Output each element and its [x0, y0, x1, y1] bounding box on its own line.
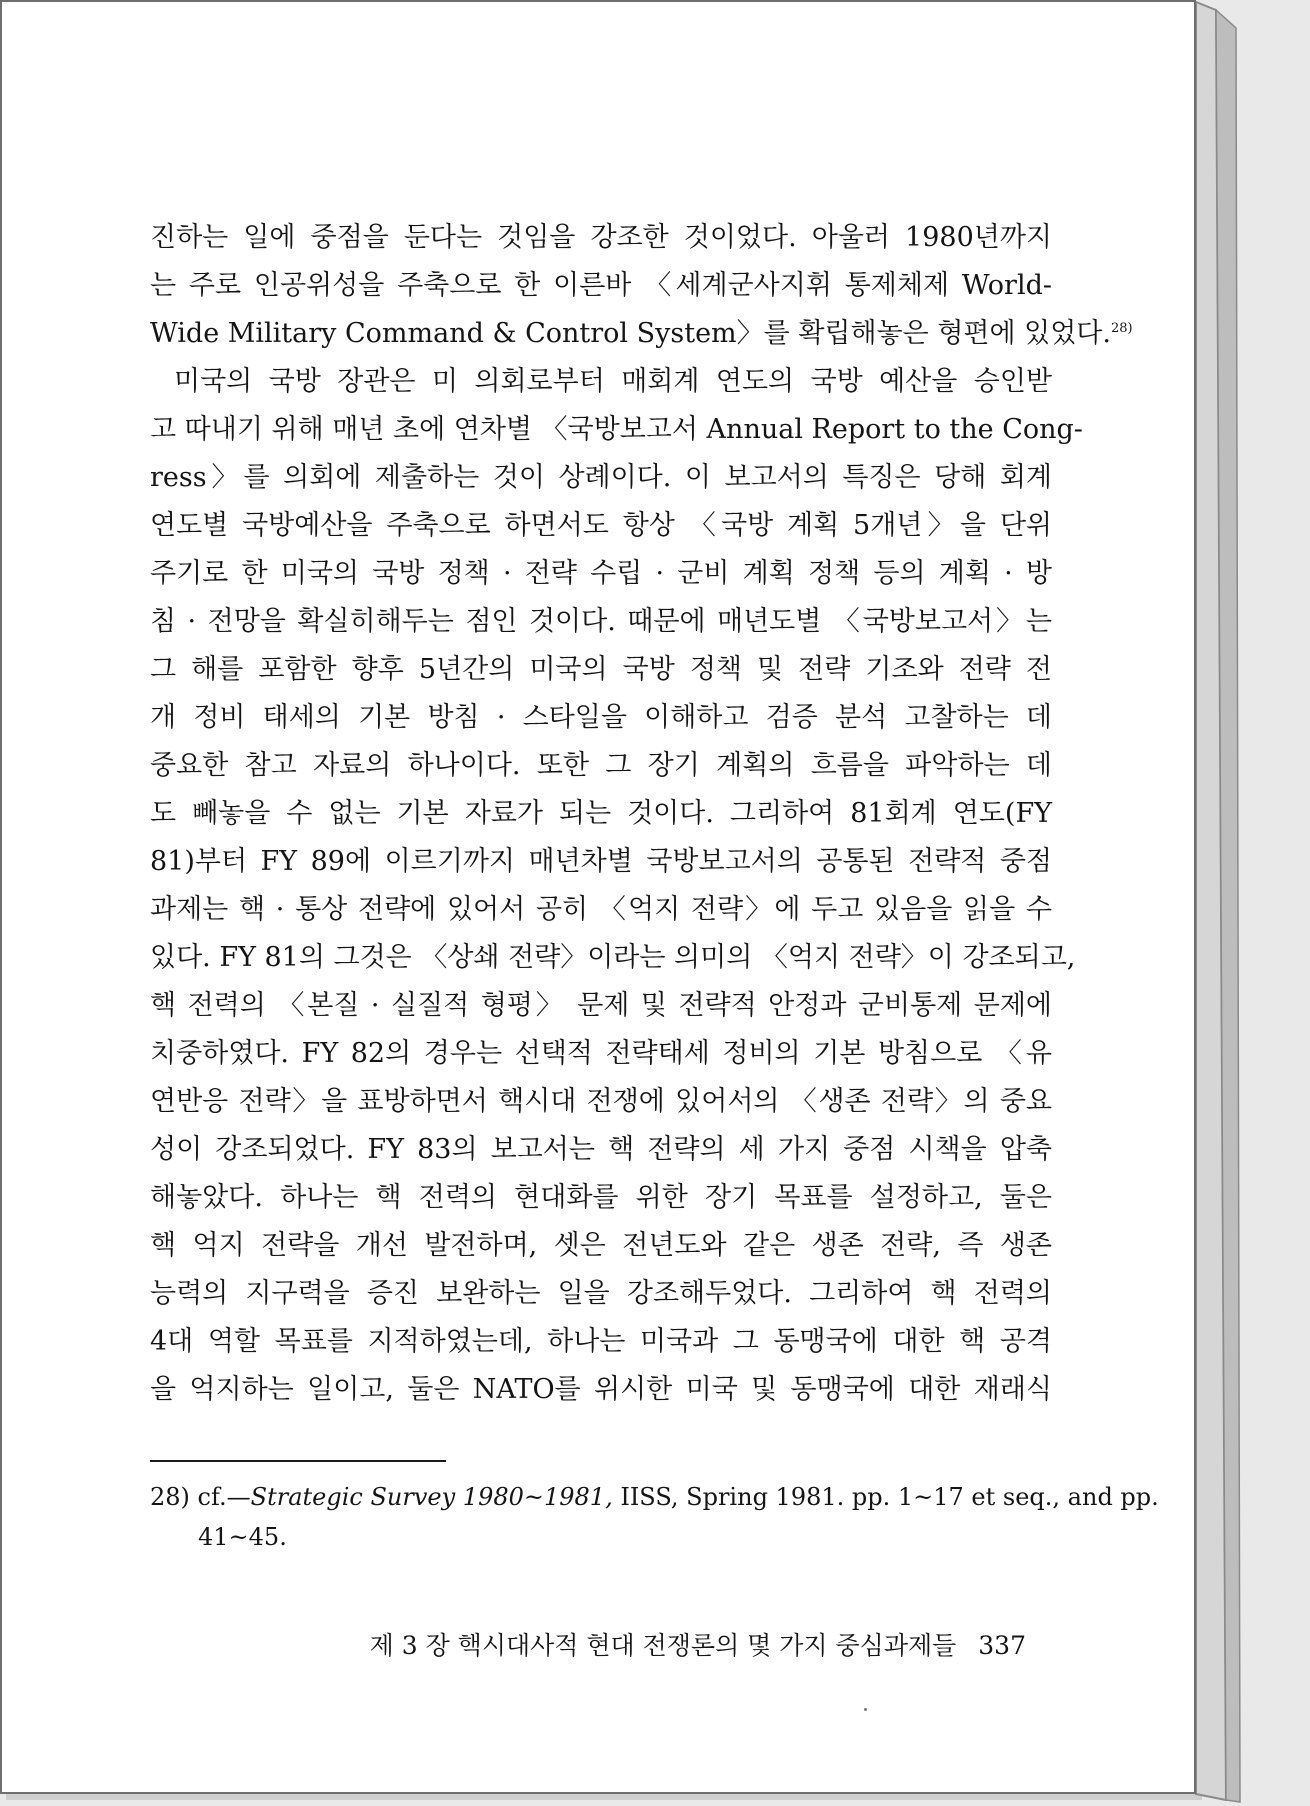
running-footer [362, 1626, 1026, 1666]
scan-speck [864, 1708, 867, 1711]
text-line: 핵 억지 전략을 개선 발전하며, 셋은 전년도와 같은 생존 전략, 즉 생존 [150, 1230, 1052, 1261]
text-line: 연도별 국방예산을 주축으로 하면서도 항상 〈국방 계획 5개년〉을 단위 [150, 510, 1052, 541]
chapter-title: 제 3 장 핵시대사적 현대 전쟁론의 몇 가지 중심과제들 [369, 1631, 957, 1660]
page-number: 337 [978, 1631, 1026, 1660]
text-line: 을 억지하는 일이고, 둘은 NATO를 위시한 미국 및 동맹국에 대한 재래식 [150, 1374, 1052, 1405]
body-text [150, 214, 1133, 1414]
text-line: 과제는 핵 · 통상 전략에 있어서 공히 〈억지 전략〉에 두고 있음을 읽을 수 [150, 894, 1052, 925]
text-line-content: Wide Military Command & Control System〉를 확립해놓은 형편에 있었다. [150, 318, 1111, 349]
text-line: 능력의 지구력을 증진 보완하는 일을 강조해두었다. 그리하여 핵 전력의 [150, 1278, 1052, 1309]
footnote-number: 28) [150, 1483, 190, 1511]
text-line: 개 정비 태세의 기본 방침 · 스타일을 이해하고 검증 분석 고찰하는 데 [150, 702, 1053, 733]
footnote-divider [150, 1460, 446, 1462]
text-line: 는 주로 인공위성을 주축으로 한 이른바 〈세계군사지휘 통제체제 World- [150, 270, 1052, 301]
text-line: 연반응 전략〉을 표방하면서 핵시대 전쟁에 있어서의 〈생존 전략〉의 중요 [150, 1086, 1052, 1117]
text-line: 도 빼놓을 수 없는 기본 자료가 되는 것이다. 그리하여 81회계 연도(FY [150, 798, 1052, 829]
text-line: 침 · 전망을 확실히해두는 점인 것이다. 때문에 매년도별 〈국방보고서〉는 [150, 606, 1052, 637]
text-line: 미국의 국방 장관은 미 의회로부터 매회계 연도의 국방 예산을 승인받 [174, 366, 1052, 397]
text-line: 해놓았다. 하나는 핵 전력의 현대화를 위한 장기 목표를 설정하고, 둘은 [150, 1182, 1052, 1213]
footnote-source-title: Strategic Survey 1980~1981, [250, 1483, 613, 1511]
text-line: 성이 강조되었다. FY 83의 보고서는 핵 전략의 세 가지 중점 시책을 압축 [150, 1134, 1052, 1165]
text-line: 중요한 참고 자료의 하나이다. 또한 그 장기 계획의 흐름을 파악하는 데 [150, 750, 1052, 781]
footnote-continuation: 41~45. [198, 1523, 287, 1551]
text-line: 진하는 일에 중점을 둔다는 것임을 강조한 것이었다. 아울러 1980년까지 [150, 222, 1052, 253]
footnote-line [150, 1477, 1159, 1517]
text-line: 핵 전력의 〈본질 · 실질적 형평〉 문제 및 전략적 안정과 군비통제 문제에 [150, 990, 1052, 1021]
text-line: 그 해를 포함한 향후 5년간의 미국의 국방 정책 및 전략 기조와 전략 전 [150, 654, 1052, 685]
footnote-reference[interactable]: 28) [1110, 321, 1133, 336]
text-line: 주기로 한 미국의 국방 정책 · 전략 수립 · 군비 계획 정책 등의 계획 · 방 [150, 558, 1052, 589]
text-line: ress〉를 의회에 제출하는 것이 상례이다. 이 보고서의 특징은 당해 회계 [150, 462, 1052, 493]
footnote-source-detail: IISS, Spring 1981. pp. 1~17 et seq., and pp. [612, 1483, 1159, 1511]
text-line: 고 따내기 위해 매년 초에 연차별 〈국방보고서 Annual Report to the Cong- [150, 414, 1083, 445]
text-line: 4대 역할 목표를 지적하였는데, 하나는 미국과 그 동맹국에 대한 핵 공격 [150, 1326, 1052, 1357]
text-line: 있다. FY 81의 그것은 〈상쇄 전략〉이라는 의미의 〈억지 전략〉이 강조되고, [150, 942, 1076, 973]
text-line: 81)부터 FY 89에 이르기까지 매년차별 국방보고서의 공통된 전략적 중점 [150, 846, 1052, 877]
footnote [150, 1477, 1159, 1557]
text-line: 치중하였다. FY 82의 경우는 선택적 전략태세 정비의 기본 방침으로 〈유 [150, 1038, 1052, 1069]
text-line-with-footnote [150, 310, 1133, 358]
footnote-prefix: cf.— [197, 1483, 251, 1511]
